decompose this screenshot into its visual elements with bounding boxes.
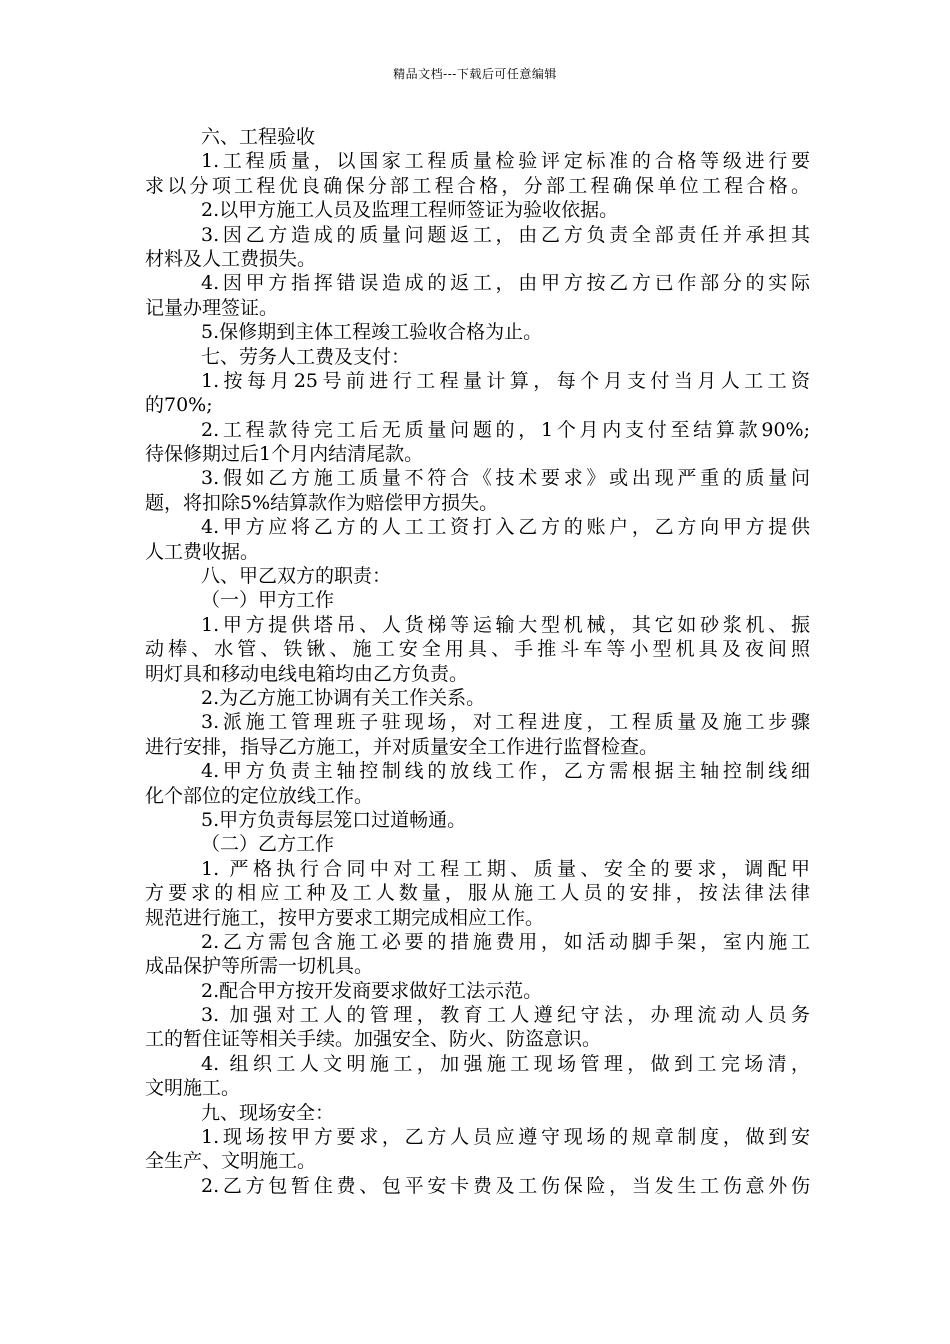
paragraph-line: 5.甲方负责每层笼口过道畅通。 <box>201 808 467 831</box>
paragraph-line: 文明施工。 <box>145 1077 241 1100</box>
paragraph-line: 1. 严格执行合同中对工程工期、质量、安全的要求，调配甲 <box>201 857 810 880</box>
paragraph-line: 2.为乙方施工协调有关工作关系。 <box>201 686 486 709</box>
paragraph-line: 记量办理签证。 <box>145 296 279 319</box>
paragraph-line: 人工费收据。 <box>145 540 260 563</box>
paragraph-line: 动棒、水管、铁锹、施工安全用具、手推斗车等小型机具及夜间照 <box>145 638 810 661</box>
paragraph-line: 4.甲方负责主轴控制线的放线工作，乙方需根据主轴控制线细 <box>201 760 810 783</box>
paragraph-line: 3. 加强对工人的管理，教育工人遵纪守法，办理流动人员务 <box>201 1004 810 1027</box>
paragraph-line: 化个部位的定位放线工作。 <box>145 784 374 807</box>
paragraph-line: 1.工程质量，以国家工程质量检验评定标准的合格等级进行要 <box>201 150 810 173</box>
paragraph-line: 2.配合甲方按开发商要求做好工法示范。 <box>201 979 543 1002</box>
paragraph-line: 2.以甲方施工人员及监理工程师签证为验收依据。 <box>201 199 619 222</box>
paragraph-line: 2.乙方需包含施工必要的措施费用，如活动脚手架，室内施工 <box>201 930 810 953</box>
section-heading: 九、现场安全： <box>201 1101 335 1124</box>
paragraph-line: 工的暂住证等相关手续。加强安全、防火、防盗意识。 <box>145 1028 602 1051</box>
subsection-heading: （一）甲方工作 <box>201 589 335 612</box>
page-header: 精品文档---下载后可任意编辑 <box>393 67 557 81</box>
subsection-heading: （二）乙方工作 <box>201 833 335 856</box>
paragraph-line: 3.假如乙方施工质量不符合《技术要求》或出现严重的质量问 <box>201 467 810 490</box>
paragraph-line: 2.乙方包暂住费、包平安卡费及工伤保险，当发生工伤意外伤 <box>201 1174 810 1197</box>
document-body <box>145 125 810 1198</box>
paragraph-line: 4.甲方应将乙方的人工工资打入乙方的账户，乙方向甲方提供 <box>201 516 810 539</box>
paragraph-line: 全生产、文明施工。 <box>145 1150 317 1173</box>
paragraph-line: 方要求的相应工种及工人数量，服从施工人员的安排，按法律法律 <box>145 882 810 905</box>
paragraph-line: 题，将扣除5%结算款作为赔偿甲方损失。 <box>145 491 499 514</box>
section-heading: 七、劳务人工费及支付： <box>201 345 411 368</box>
paragraph-line: 待保修期过后1个月内结清尾款。 <box>145 443 424 466</box>
paragraph-line: 求以分项工程优良确保分部工程合格，分部工程确保单位工程合格。 <box>145 174 810 197</box>
paragraph-line: 3.派施工管理班子驻现场，对工程进度，工程质量及施工步骤 <box>201 711 810 734</box>
paragraph-line: 4. 组织工人文明施工，加强施工现场管理，做到工完场清， <box>201 1052 810 1075</box>
paragraph-line: 规范进行施工，按甲方要求工期完成相应工作。 <box>145 906 545 929</box>
section-heading: 六、工程验收 <box>201 126 316 148</box>
paragraph-line: 2.工程款待完工后无质量问题的，1个月内支付至结算款90%; <box>201 418 810 441</box>
paragraph-line: 3.因乙方造成的质量问题返工，由乙方负责全部责任并承担其 <box>201 223 810 246</box>
paragraph-line: 1.按每月25号前进行工程量计算，每个月支付当月人工工资 <box>201 369 810 392</box>
paragraph-line: 4.因甲方指挥错误造成的返工，由甲方按乙方已作部分的实际 <box>201 272 810 295</box>
paragraph-line: 明灯具和移动电线电箱均由乙方负责。 <box>145 662 469 685</box>
paragraph-line: 成品保护等所需一切机具。 <box>145 955 374 978</box>
paragraph-line: 5.保修期到主体工程竣工验收合格为止。 <box>201 321 543 344</box>
paragraph-line: 1.现场按甲方要求，乙方人员应遵守现场的规章制度，做到安 <box>201 1126 810 1149</box>
paragraph-line: 材料及人工费损失。 <box>145 247 317 270</box>
section-heading: 八、甲乙双方的职责： <box>201 565 392 588</box>
paragraph-line: 的70%; <box>145 394 213 417</box>
paragraph-line: 进行安排，指导乙方施工，并对质量安全工作进行监督检查。 <box>145 735 659 758</box>
paragraph-line: 1.甲方提供塔吊、人货梯等运输大型机械，其它如砂浆机、振 <box>201 613 810 636</box>
